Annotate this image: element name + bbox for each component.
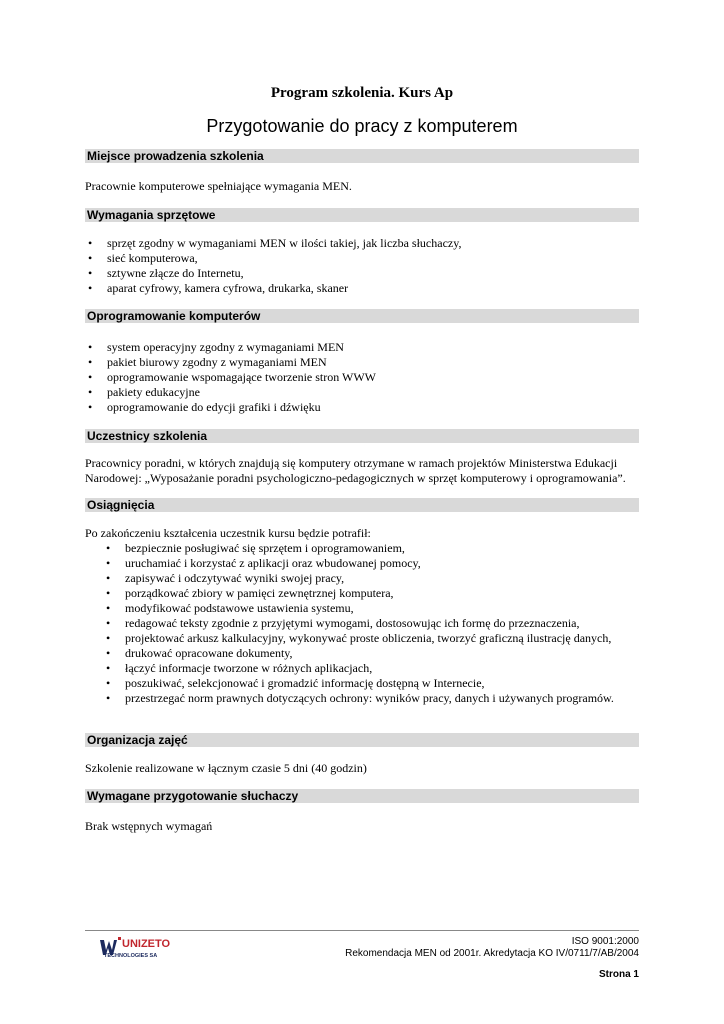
achievements-list (103, 541, 614, 706)
unizeto-logo (98, 933, 188, 959)
software-list (85, 340, 376, 415)
document-title: Program szkolenia. Kurs Ap (270, 85, 454, 101)
section-heading-location: Miejsce prowadzenia szkolenia (85, 149, 639, 163)
logo-text: UNIZETO (122, 938, 171, 950)
list-item: • oprogramowanie wspomagające tworzenie stron WWW (85, 370, 376, 385)
section-heading-prerequisites: Wymagane przygotowanie słuchaczy (85, 789, 639, 803)
page-number: Strona 1 (598, 969, 639, 980)
list-item: • zapisywać i odczytywać wyniki swojej pracy, (103, 571, 614, 586)
list-item: • pakiety edukacyjne (85, 385, 376, 400)
list-item: • porządkować zbiory w pamięci zewnętrznej komputera, (103, 586, 614, 601)
list-item: • aparat cyfrowy, kamera cyfrowa, drukarka, skaner (85, 281, 461, 296)
list-item: • system operacyjny zgodny z wymaganiami MEN (85, 340, 376, 355)
achievements-intro: Po zakończeniu kształcenia uczestnik kursu będzie potrafił: (85, 526, 371, 540)
list-item: • oprogramowanie do edycji grafiki i dźwięku (85, 400, 376, 415)
list-item: • przestrzegać norm prawnych dotyczących ochrony: wyników pracy, danych i używanych programów. (103, 691, 614, 706)
section-heading-achievements: Osiągnięcia (85, 498, 639, 512)
list-item: • modyfikować podstawowe ustawienia systemu, (103, 601, 614, 616)
prerequisites-text: Brak wstępnych wymagań (85, 819, 213, 833)
list-item: • łączyć informacje tworzone w różnych aplikacjach, (103, 661, 614, 676)
section-heading-participants: Uczestnicy szkolenia (85, 429, 639, 443)
document-subtitle: Przygotowanie do pracy z komputerem (206, 116, 518, 136)
organization-text: Szkolenie realizowane w łącznym czasie 5 dni (40 godzin) (85, 761, 367, 775)
participants-text: Pracownicy poradni, w których znajdują się komputery otrzymane w ramach projektów Ministerstwa Edukacji Narodowej: „Wyposażanie poradni psychologiczno-pedagogicznych w sprzęt komputerowy i oprogramowania”. (85, 456, 626, 485)
logo-subtext: TECHNOLOGIES SA (104, 953, 158, 959)
list-item: • drukować opracowane dokumenty, (103, 646, 614, 661)
list-item: • bezpiecznie posługiwać się sprzętem i oprogramowaniem, (103, 541, 614, 556)
list-item: • projektować arkusz kalkulacyjny, wykonywać proste obliczenia, tworzyć graficzną ilustrację danych, (103, 631, 614, 646)
list-item: • pakiet biurowy zgodny z wymaganiami MEN (85, 355, 376, 370)
section-heading-software: Oprogramowanie komputerów (85, 309, 639, 323)
list-item: • sprzęt zgodny w wymaganiami MEN w ilości takiej, jak liczba słuchaczy, (85, 236, 461, 251)
list-item: • poszukiwać, selekcjonować i gromadzić informację dostępną w Internecie, (103, 676, 614, 691)
list-item: • uruchamiać i korzystać z aplikacji oraz wbudowanej pomocy, (103, 556, 614, 571)
list-item: • redagować teksty zgodnie z przyjętymi wymogami, dostosowując ich formę do przeznaczenia, (103, 616, 614, 631)
location-text: Pracownie komputerowe spełniające wymagania MEN. (85, 179, 352, 193)
list-item: • sieć komputerowa, (85, 251, 461, 266)
footer-iso: ISO 9001:2000 (571, 936, 639, 947)
hardware-list (85, 236, 461, 296)
section-heading-organization: Organizacja zajęć (85, 733, 639, 747)
footer-recommendation: Rekomendacja MEN od 2001r. Akredytacja KO IV/0711/7/AB/2004 (345, 948, 639, 959)
list-item: • sztywne złącze do Internetu, (85, 266, 461, 281)
footer-rule (85, 930, 639, 931)
section-heading-hardware: Wymagania sprzętowe (85, 208, 639, 222)
